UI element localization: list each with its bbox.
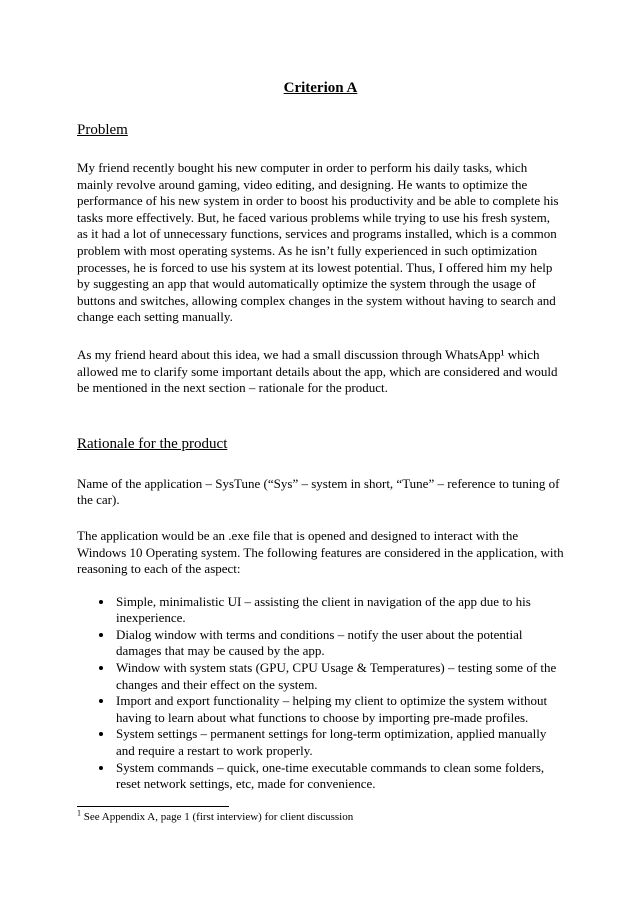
footnote-marker: 1 — [77, 808, 81, 818]
section-heading-problem: Problem — [77, 122, 128, 138]
list-item: • Import and export functionality – helping my client to optimize the system without having to learn about what functions to choose by importing pre-made profiles. — [114, 693, 564, 726]
list-item: • System settings – permanent settings for long-term optimization, applied manually and require a restart to work properly. — [114, 726, 564, 759]
problem-paragraph-2: As my friend heard about this idea, we had a small discussion through WhatsApp¹ which allowed me to clarify some important details about the app, which are considered and would be mentioned in the next section – rationale for the product. — [77, 346, 558, 396]
list-item: • Dialog window with terms and conditions – notify the user about the potential damages that may be caused by the app. — [114, 627, 564, 660]
footnote-text: See Appendix A, page 1 (first interview) for client discussion — [81, 810, 354, 823]
rationale-paragraph-1: Name of the application – SysTune (“Sys” – system in short, “Tune” – reference to tuning of the car). — [77, 475, 560, 508]
rationale-paragraph-2: The application would be an .exe file that is opened and designed to interact with the Windows 10 Operating system. The following features are considered in the application, with reasoning to each of the aspect: — [77, 527, 564, 577]
problem-paragraph-1: My friend recently bought his new computer in order to perform his daily tasks, which mainly revolve around gaming, video editing, and designing. He wants to optimize the performance of his new system in order to boost his productivity and be able to complete his tasks more effectively. But, he faced various problems while trying to use his fresh system, as it had a lot of unnecessary functions, services and programs installed, which is a common problem with most operating systems. As he isn’t fully experienced in such optimization processes, he is forced to use his system at its lowest potential. Thus, I offered him my help by suggesting an app that would automatically optimize the system through the usage of buttons and switches, allowing complex changes in the system without having to search and change each setting manually. — [77, 160, 559, 325]
feature-bullet-list — [77, 594, 564, 793]
footnote-separator-rule — [77, 806, 229, 807]
section-heading-rationale: Rationale for the product — [77, 435, 228, 452]
document-title: Criterion A — [283, 80, 358, 96]
list-item: • System commands – quick, one-time executable commands to clean some folders, reset network settings, etc, made for convenience. — [114, 760, 564, 793]
list-item: • Window with system stats (GPU, CPU Usage & Temperatures) – testing some of the changes and their effect on the system. — [114, 660, 564, 693]
footnote — [77, 810, 564, 824]
list-item: • Simple, minimalistic UI – assisting the client in navigation of the app due to his inexperience. — [114, 594, 564, 627]
